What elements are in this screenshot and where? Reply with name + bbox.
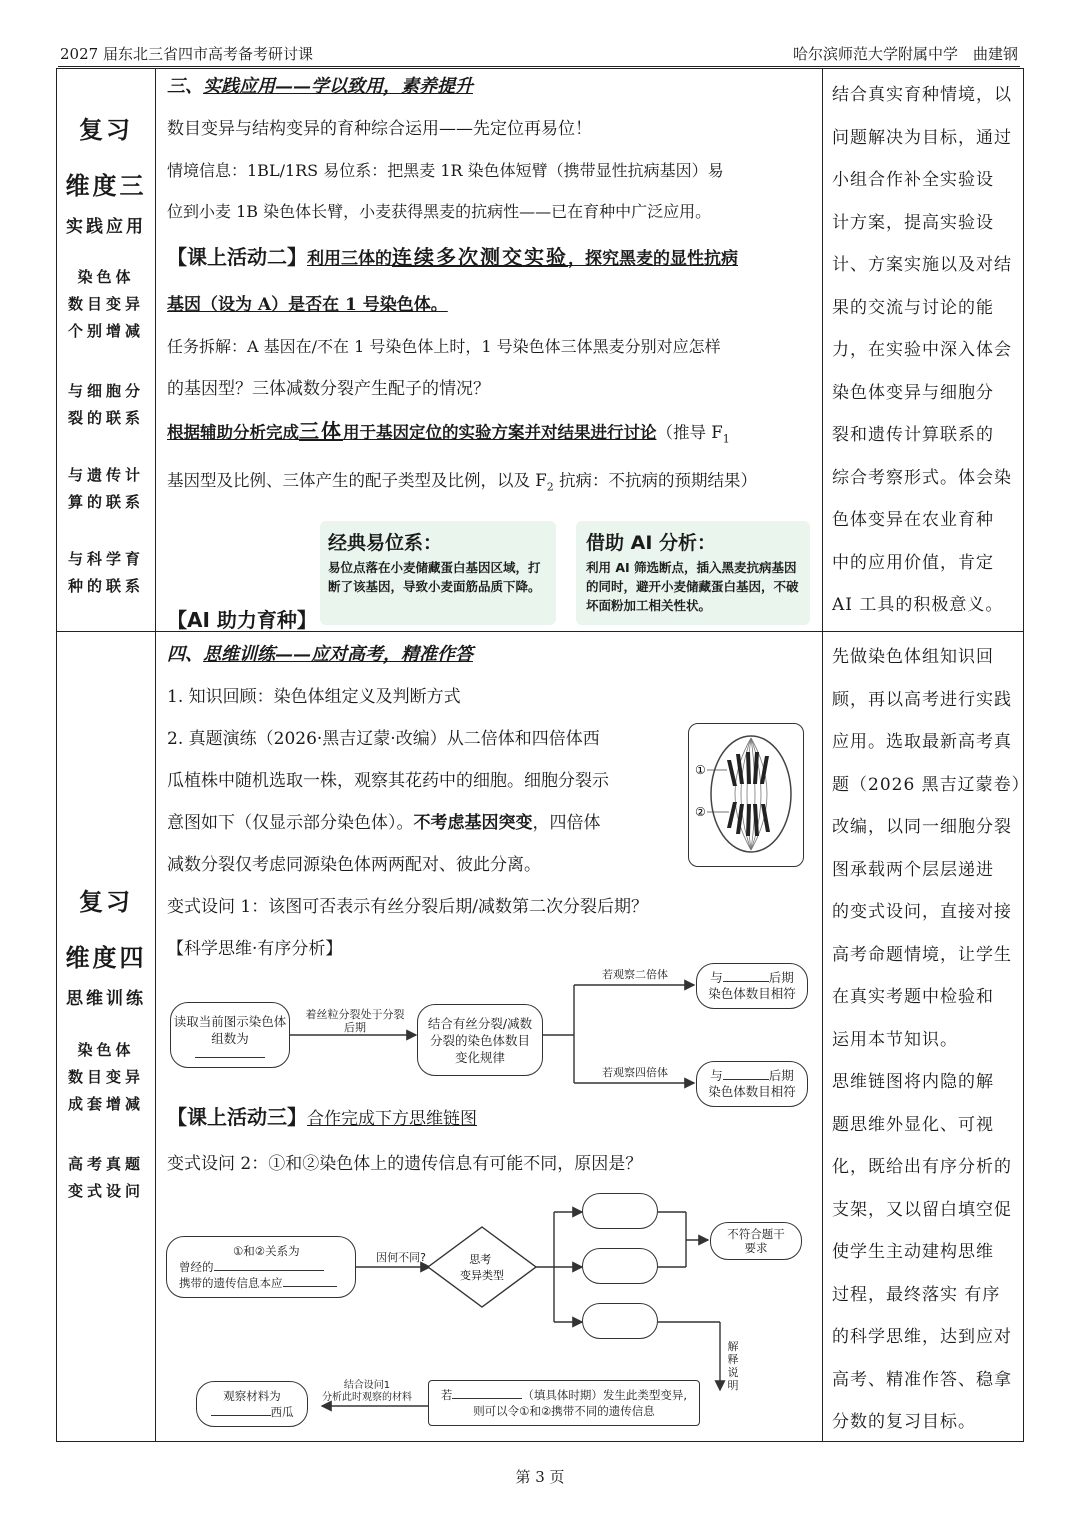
row1-subtitle: 实践应用 <box>66 217 146 237</box>
item2-line-c: 意图如下（仅显示部分染色体）。不考虑基因突变，四倍体 <box>167 813 601 833</box>
section-title-4: 四、思维训练——应对高考，精准作答 <box>167 644 473 665</box>
fc2-material-box: 观察材料为 西瓜 <box>196 1381 308 1427</box>
row2-note-1: 染色体 数目变异 成套增减 <box>67 1041 144 1113</box>
chromosome-label-1: ① <box>695 763 706 777</box>
item2-line-d: 减数分裂仅考虑同源染色体两两配对、彼此分离。 <box>167 855 541 875</box>
fc2-blank-box-2 <box>582 1248 658 1284</box>
activity3-line: 【课上活动三】合作完成下方思维链图 <box>167 1105 477 1129</box>
fc2-box-relation: ①和②关系为 曾经的 携带的遗传信息本应 <box>166 1236 356 1298</box>
header-right: 哈尔滨师范大学附属中学 曲建钢 <box>792 45 1018 63</box>
row1-note-1: 染色体 数目变异 个别增减 <box>67 268 144 340</box>
fc1-box-rule: 结合有丝分裂/减数分裂的染色体数目变化规律 <box>417 1004 543 1076</box>
question1: 变式设问 1：该图可否表示有丝分裂后期/减数第二次分裂后期？ <box>167 897 648 917</box>
fc1-arrow-label: 着丝粒分裂处于分裂后期 <box>305 1008 405 1034</box>
item1: 1. 知识回顾：染色体组定义及判断方式 <box>167 687 461 707</box>
plan-line-b: 基因型及比例、三体产生的配子类型及比例，以及 $F_2$ 抗病：不抗病的预期结果） <box>167 471 757 494</box>
row1-title-a: 复习 <box>79 115 133 144</box>
fc2-arrow-combine: 结合设问1 分析此时观察的材料 <box>322 1380 412 1403</box>
row2-note-2: 高考真题 变式设问 <box>67 1155 144 1200</box>
question2: 变式设问 2：①和②染色体上的遗传信息有可能不同，原因是？ <box>167 1154 643 1174</box>
section-title-3: 三、实践应用——学以致用，素养提升 <box>167 76 473 97</box>
row1-title-b: 维度三 <box>65 171 147 200</box>
row1-main <box>167 66 817 509</box>
activity2-line-a: 【课上活动二】利用三体的连续多次测交实验，探究黑麦的显性抗病 <box>167 245 738 269</box>
item2-line-b: 瓜植株中随机选取一株，观察其花药中的细胞。细胞分裂示 <box>167 771 609 791</box>
fc2-arrow-why: 因何不同? <box>376 1251 426 1264</box>
item2-line-a: 2. 真题演练（2026·黑吉辽蒙·改编）从二倍体和四倍体西 <box>167 729 600 749</box>
activity2-line-b: 基因（设为 A）是否在 1 号染色体。 <box>167 295 448 315</box>
row1-line1: 数目变异与结构变异的育种综合运用——先定位再易位！ <box>167 119 592 139</box>
row2-title-b: 维度四 <box>65 943 147 972</box>
task-line-b: 的基因型？三体减数分裂产生配子的情况？ <box>167 379 490 399</box>
fc1-branch-bottom: 若观察四倍体 <box>602 1066 668 1079</box>
task-line-a: 任务拆解：A 基因在/不在 1 号染色体上时，1 号染色体三体黑麦分别对应怎样 <box>167 337 721 356</box>
row1-comment: 结合真实育种情境，以 问题解决为目标，通过 小组合作补全实验设 计方案，提高实验设 计、方案实施以及对结 果的交流与讨论的能 力，在实验中深入体会 染色体变异与细胞分 裂和遗传计算联系的 综合考察形式。体会染 色体变异在农业育种 中的应用价值，肯定 AI 工具的积极意义。 <box>832 85 1012 615</box>
page-number: 第 3 页 <box>515 1468 565 1486</box>
fc2-blank-box-1 <box>582 1193 658 1229</box>
ai-analysis-box: 借助 AI 分析： 利用 AI 筛选断点，插入黑麦抗病基因的同时，避开小麦储藏蛋白基因，不破坏面粉加工相关性状。 <box>576 521 810 625</box>
sci-thinking-label: 【科学思维·有序分析】 <box>167 939 343 959</box>
cell-division-image <box>689 724 803 866</box>
row1-note-3: 与遗传计 算的联系 <box>67 466 144 511</box>
chromosome-label-2: ② <box>695 805 706 819</box>
row1-note-4: 与科学育 种的联系 <box>67 550 144 595</box>
cell-division-figure <box>688 723 804 867</box>
ai-breeding-label: 【AI 助力育种】 <box>167 608 317 632</box>
plan-line-a: 根据辅助分析完成三体用于基因定位的实验方案并对结果进行讨论（推导 $F_1$ <box>167 419 730 446</box>
row2-subtitle: 思维训练 <box>66 989 146 1009</box>
row2-title-a: 复习 <box>79 887 133 916</box>
row1-note-2: 与细胞分 裂的联系 <box>67 382 144 427</box>
context-line-a: 情境信息：1BL/1RS 易位系：把黑麦 1R 染色体短臂（携带显性抗病基因）易 <box>167 161 724 180</box>
fc1-out-tetraploid: 与 后期 染色体数目相符 <box>696 1061 808 1107</box>
fc1-branch-top: 若观察二倍体 <box>602 968 668 981</box>
fc2-blank-box-3 <box>582 1303 658 1339</box>
fc2-bottom-box: 若 （填具体时期）发生此类型变异, 则可以令①和②携带不同的遗传信息 <box>428 1380 700 1426</box>
header-left: 2027 届东北三省四市高考备考研讨课 <box>60 45 313 63</box>
classic-translocation-box: 经典易位系： 易位点落在小麦储藏蛋白基因区域，打断了该基因，导致小麦面筋品质下降。 <box>320 521 556 625</box>
column-divider-left <box>155 69 156 1441</box>
fc2-diamond-text: 思考 变异类型 <box>460 1253 504 1282</box>
fc1-out-diploid: 与 后期 染色体数目相符 <box>696 963 808 1009</box>
context-line-b: 位到小麦 1B 染色体长臂，小麦获得黑麦的抗病性——已在育种中广泛应用。 <box>167 202 712 221</box>
row2-comment: 先做染色体组知识回 顾，再以高考进行实践 应用。选取最新高考真 题（2026 黑吉辽蒙卷） 改编，以同一细胞分裂 图承载两个层层递进 的变式设问，直接对接 高考命题情境，让学生 在真实考题中检验和 运用本节知识。 思维链图将内隐的解 题思维外显化、可视 化，既给出有序分析的 支架，又以留白填空促 使学生主动建构思维 过程，最终落实 有序 的科学思维，达到应对 高考、精准作答、稳拿 分数的复习目标。 <box>832 647 1030 1432</box>
fc1-box-read-sets: 读取当前图示染色体组数为 <box>170 1002 290 1068</box>
column-divider-right <box>822 69 823 1441</box>
fc2-reject-box: 不符合题干要求 <box>710 1222 802 1260</box>
fc2-explain-label: 解释说明 <box>727 1340 739 1392</box>
